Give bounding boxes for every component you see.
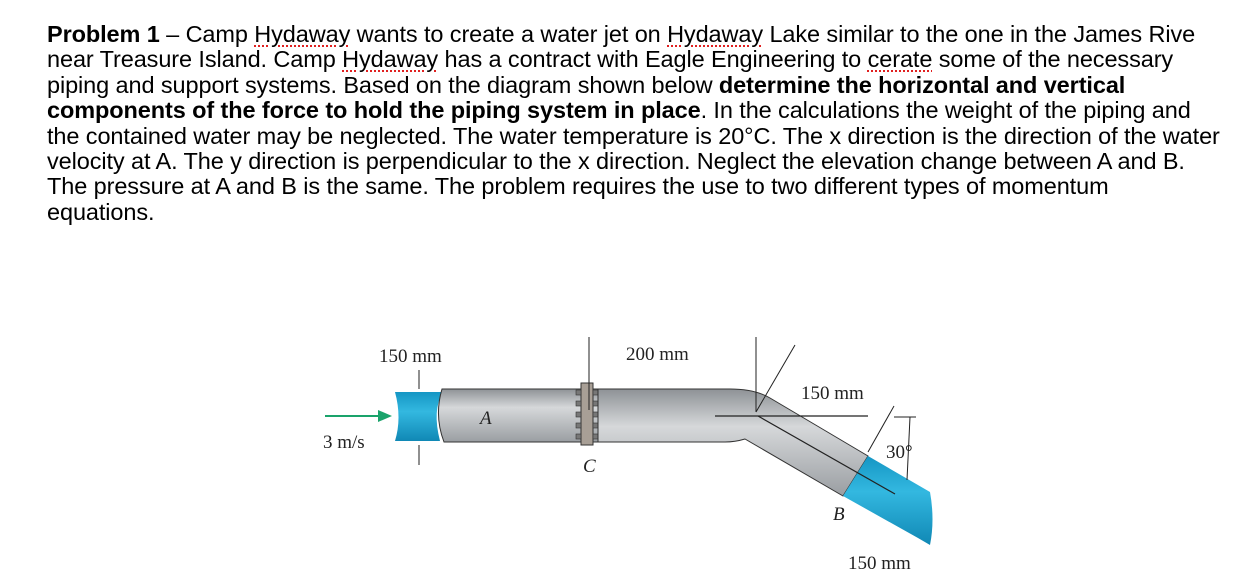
pipe-section-bend	[598, 389, 868, 496]
problem-label: Problem 1	[47, 21, 160, 47]
text: Camp	[185, 21, 255, 47]
outlet-diameter-label: 150 mm	[848, 553, 911, 574]
text: wants to create a water jet on	[350, 21, 668, 47]
angle-label: 30°	[886, 442, 913, 463]
spellcheck-word[interactable]: cerate	[867, 46, 933, 73]
point-c-label: C	[583, 456, 596, 477]
text: has a contract with Eagle Engineering to	[438, 46, 868, 73]
flange-c	[581, 383, 593, 445]
dash: –	[159, 21, 186, 47]
spellcheck-word[interactable]: Hydaway	[254, 21, 351, 47]
bend-length-label: 150 mm	[801, 383, 864, 404]
spellcheck-word[interactable]: Hydaway	[342, 46, 439, 73]
velocity-label: 3 m/s	[323, 432, 365, 453]
point-a-label: A	[480, 408, 492, 429]
inlet-water	[395, 392, 443, 441]
text: some of the necessary piping and support systems. Based on the diagram shown below	[47, 46, 1174, 98]
text: . In the calculations the weight of the piping and the contained water may be neglected. The water temperature is 20°C. The x direction is the direction of the water velocity at A. The y direction is perpendicular to the x direction. Neglect the elevation change between A and B. The pressure at A and B is the same. The problem requires the use to two different types of momentum equations.	[47, 97, 1220, 225]
task-emphasis: determine the horizontal and vertical components of the force to hold the piping system in place	[47, 71, 1126, 124]
length-label: 200 mm	[626, 344, 689, 365]
inlet-diameter-label: 150 mm	[379, 346, 442, 367]
spellcheck-word[interactable]: Hydaway	[667, 21, 764, 47]
text: Lake similar to the one in the James Rive near Treasure Island. Camp	[47, 21, 1196, 73]
point-b-label: B	[833, 504, 845, 525]
